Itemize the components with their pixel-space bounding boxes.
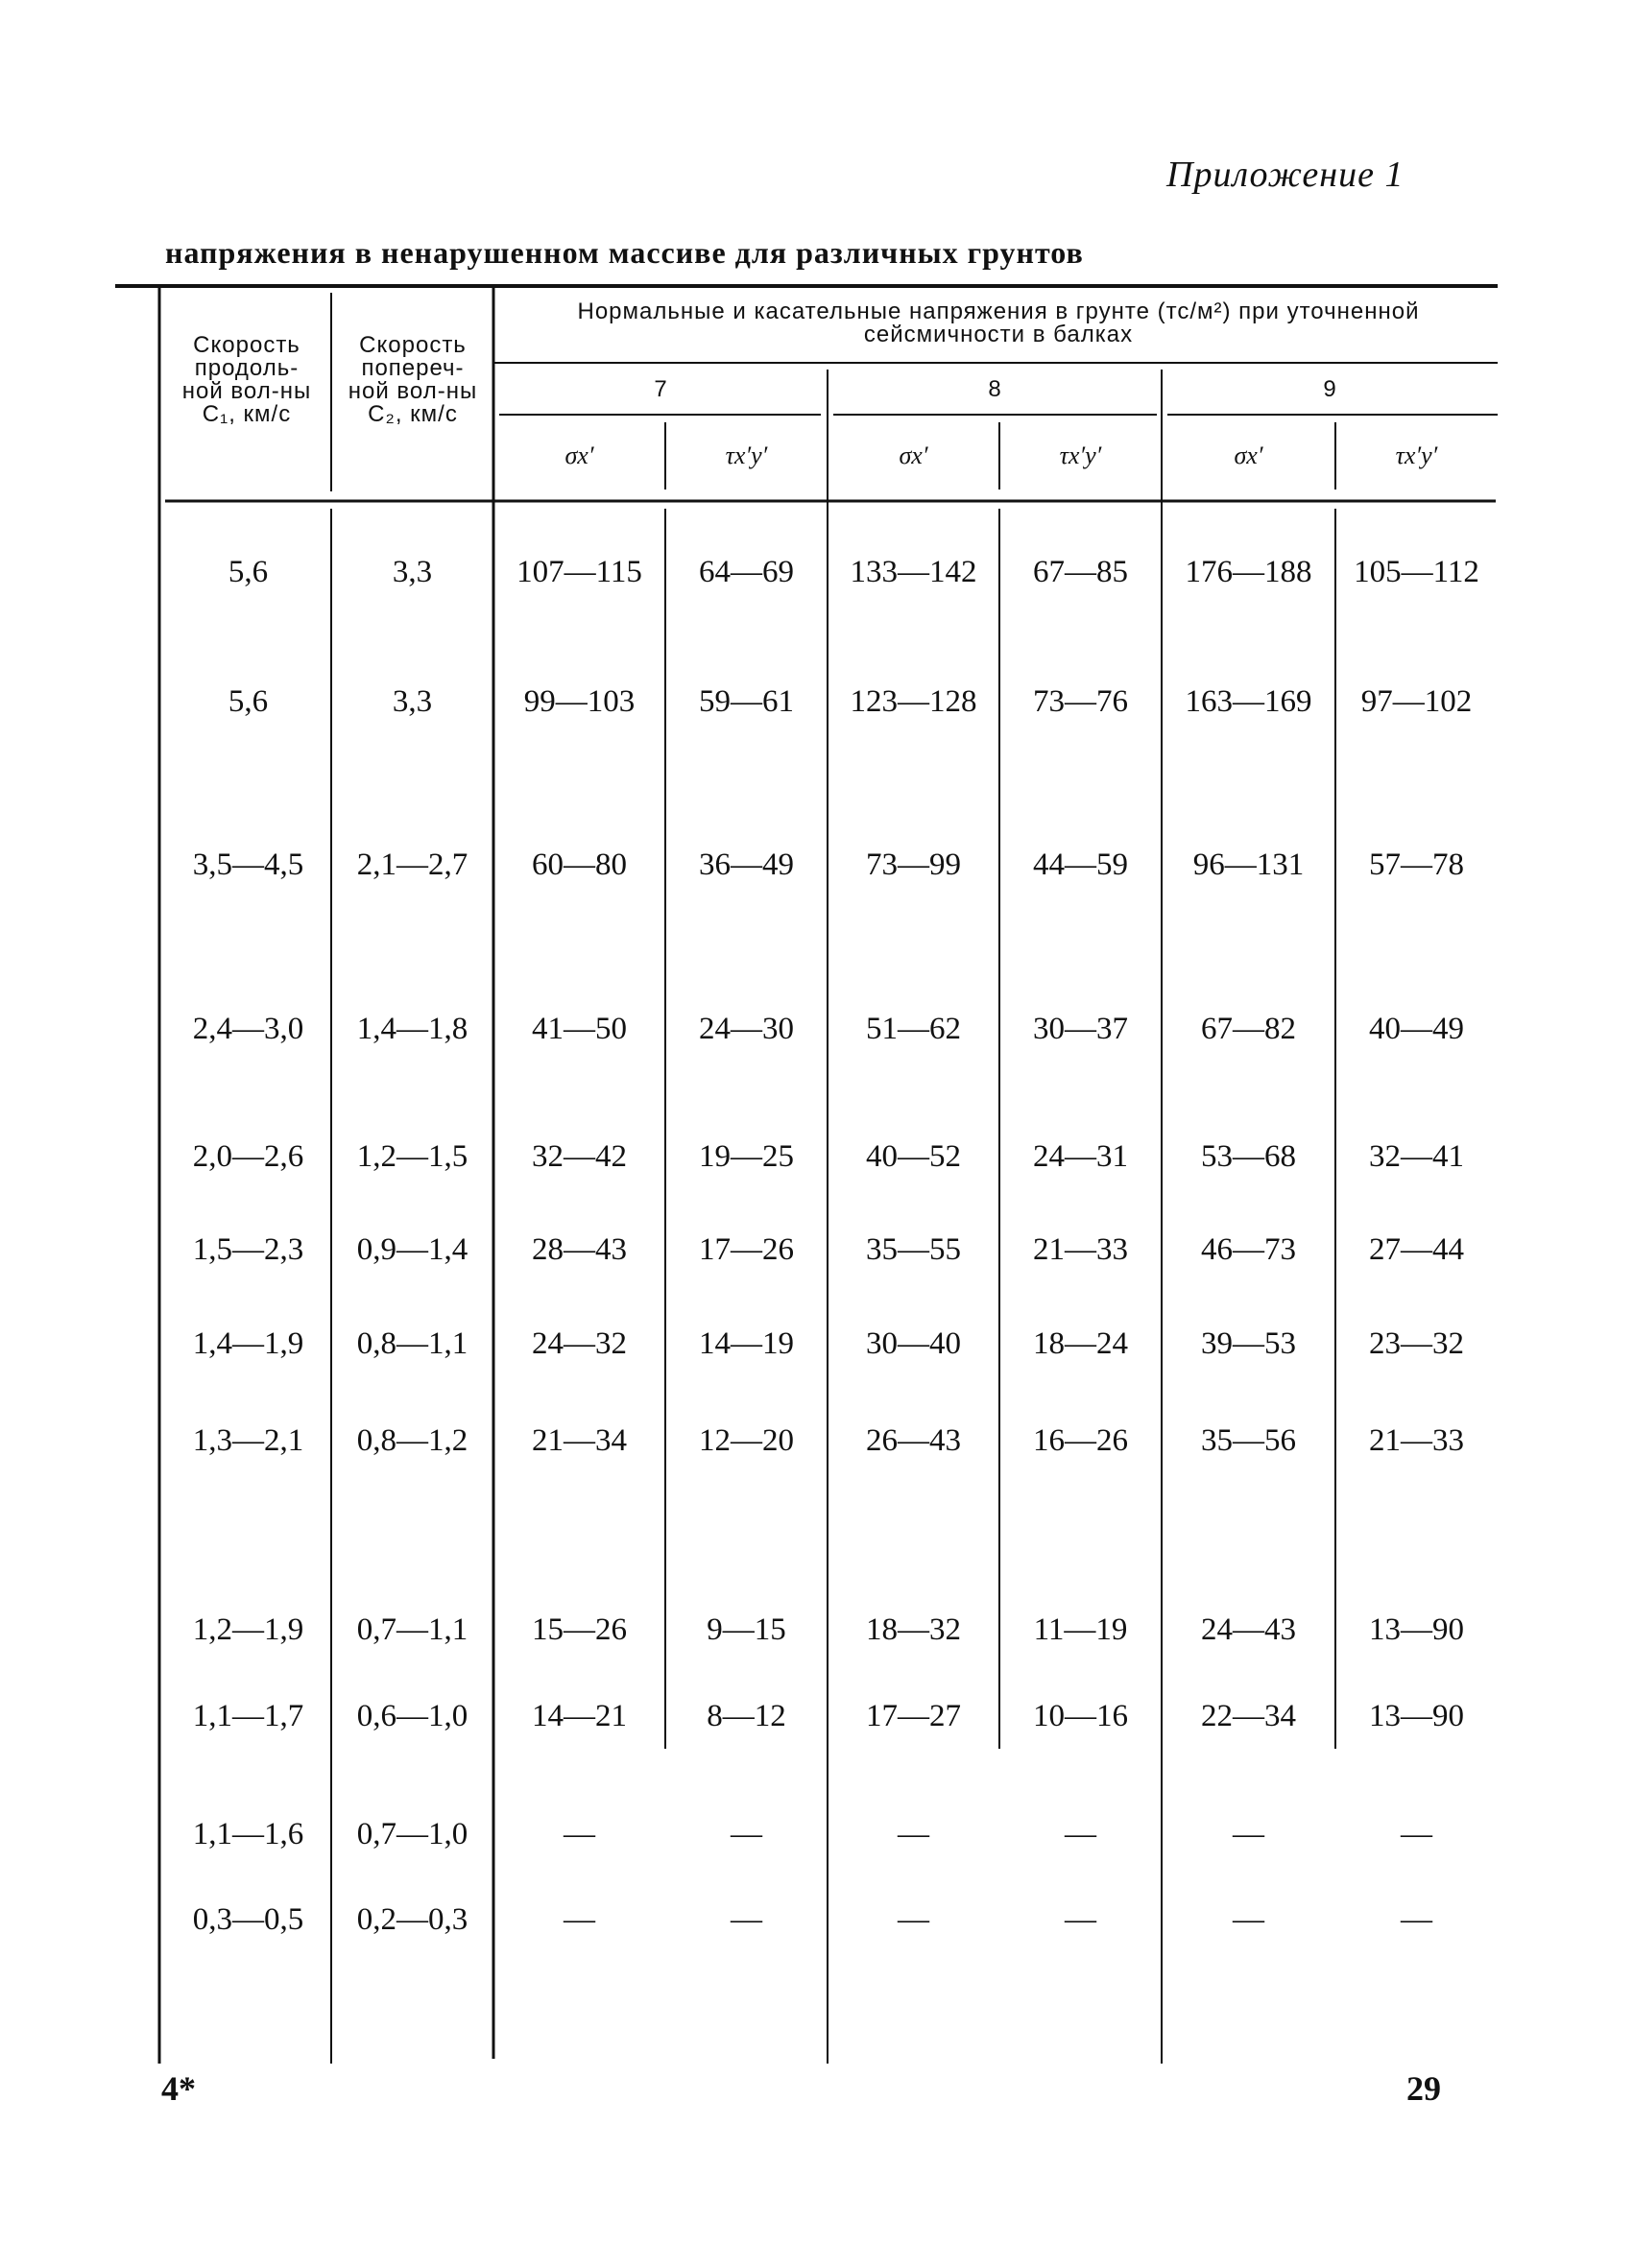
table-cell: 0,6—1,0 [356,1699,468,1733]
table-cell: 15—26 [532,1612,627,1647]
table-cell: 41—50 [532,1012,627,1046]
table-cell: — [1065,1817,1096,1851]
table-cell: 26—43 [866,1423,961,1458]
table-cell: 60—80 [532,848,627,882]
col1-header [165,334,328,426]
table-cell: 67—82 [1201,1012,1296,1046]
table-cell: 0,2—0,3 [356,1902,468,1937]
table-cell: 35—55 [866,1232,961,1267]
table-cell: — [731,1817,762,1851]
appendix-label: Приложение 1 [1166,155,1405,195]
table-cell: — [898,1817,929,1851]
table-cell: 2,4—3,0 [192,1012,304,1046]
col1-header-text: Скорость продоль-ной вол-ны C₁, км/с [181,332,312,427]
table-cell: 163—169 [1185,684,1312,719]
table-cell: 57—78 [1369,848,1464,882]
table-cell: 0,3—0,5 [192,1902,304,1937]
table-cell: 40—49 [1369,1012,1464,1046]
symbol-tau-7: τx′y′ [725,442,768,469]
table-cell: 53—68 [1201,1139,1296,1174]
table-cell: 176—188 [1185,555,1312,589]
table-cell: — [1065,1902,1096,1937]
table-cell: 1,2—1,9 [192,1612,304,1647]
table-cell: 13—90 [1369,1612,1464,1647]
table-cell: 32—42 [532,1139,627,1174]
table-cell: 39—53 [1201,1326,1296,1361]
table-cell: 1,2—1,5 [356,1139,468,1174]
table-cell: 22—34 [1201,1699,1296,1733]
symbol-sigma-7: σx′ [564,442,594,469]
symbol-tau-8: τx′y′ [1059,442,1102,469]
table-cell: — [1401,1817,1432,1851]
table-cell: 12—20 [699,1423,794,1458]
table-cell: 3,3 [392,555,433,589]
table-cell: 1,1—1,7 [192,1699,304,1733]
table-cell: 18—32 [866,1612,961,1647]
table-cell: 17—27 [866,1699,961,1733]
table-cell: 9—15 [707,1612,786,1647]
table-cell: 1,1—1,6 [192,1817,304,1851]
table-cell: 0,7—1,1 [356,1612,468,1647]
table-cell: — [1233,1902,1264,1937]
table-cell: 24—31 [1033,1139,1128,1174]
table-cell: 21—33 [1369,1423,1464,1458]
table-cell: 123—128 [850,684,977,719]
table-cell: 97—102 [1360,684,1473,719]
table-cell: 133—142 [850,555,977,589]
table-cell: 14—19 [699,1326,794,1361]
table-cell: 0,8—1,2 [356,1423,468,1458]
table-cell: 17—26 [699,1232,794,1267]
symbol-tau-9: τx′y′ [1395,442,1438,469]
table-cell: 24—32 [532,1326,627,1361]
table-cell: — [564,1817,595,1851]
table-cell: 107—115 [516,555,642,589]
table-cell: 44—59 [1033,848,1128,882]
table-cell: 105—112 [1354,555,1479,589]
table-cell: 1,4—1,9 [192,1326,304,1361]
table-cell: 0,8—1,1 [356,1326,468,1361]
table-cell: 28—43 [532,1232,627,1267]
symbol-sigma-9: σx′ [1234,442,1263,469]
table-cell: 14—21 [532,1699,627,1733]
table-cell: 5,6 [228,555,269,589]
table-cell: 3,3 [392,684,433,719]
page-title: напряжения в ненарушенном массиве для различных грунтов [165,235,1084,270]
table-cell: — [898,1902,929,1937]
level-8: 8 [988,376,1001,402]
table-cell: 24—43 [1201,1612,1296,1647]
table-cell: 21—33 [1033,1232,1128,1267]
table-cell: 3,5—4,5 [192,848,304,882]
table-cell: 36—49 [699,848,794,882]
table-cell: 19—25 [699,1139,794,1174]
col2-header [336,334,490,426]
table-cell: 67—85 [1033,555,1128,589]
table-cell: 96—131 [1192,848,1305,882]
table-cell: 40—52 [866,1139,961,1174]
table-cell: 73—99 [866,848,961,882]
symbol-sigma-8: σx′ [899,442,928,469]
table-cell: 23—32 [1369,1326,1464,1361]
table-cell: 8—12 [707,1699,786,1733]
table-cell: 0,7—1,0 [356,1817,468,1851]
table-cell: — [1401,1902,1432,1937]
table-cell: — [1233,1817,1264,1851]
group-header: Нормальные и касательные напряжения в грунте (тс/м²) при уточненной сейсмичности в балках [577,298,1420,347]
table-cell: 16—26 [1033,1423,1128,1458]
table-cell: 1,3—2,1 [192,1423,304,1458]
table-cell: 59—61 [699,684,794,719]
table-cell: 1,5—2,3 [192,1232,304,1267]
col2-header-text: Скорость попереч-ной вол-ны C₂, км/с [348,332,478,427]
table-cell: 64—69 [699,555,794,589]
table-cell: 1,4—1,8 [356,1012,468,1046]
table-cell: 10—16 [1033,1699,1128,1733]
table-cell: 18—24 [1033,1326,1128,1361]
table-cell: 46—73 [1201,1232,1296,1267]
table-cell: 13—90 [1369,1699,1464,1733]
level-7: 7 [654,376,667,402]
page-number: 29 [1406,2069,1441,2108]
table-cell: — [564,1902,595,1937]
table-cell: 99—103 [523,684,636,719]
table-cell: 27—44 [1369,1232,1464,1267]
level-9: 9 [1323,376,1336,402]
table-cell: 0,9—1,4 [356,1232,468,1267]
table-cell: — [731,1902,762,1937]
table-cell: 73—76 [1033,684,1128,719]
table-cell: 51—62 [866,1012,961,1046]
table-cell: 2,0—2,6 [192,1139,304,1174]
table-cell: 24—30 [699,1012,794,1046]
table-cell: 32—41 [1369,1139,1464,1174]
footer-mark: 4* [161,2069,196,2108]
table-cell: 30—37 [1033,1012,1128,1046]
table-cell: 35—56 [1201,1423,1296,1458]
table-cell: 2,1—2,7 [356,848,468,882]
table-cell: 21—34 [532,1423,627,1458]
table-cell: 11—19 [1033,1612,1128,1647]
table-cell: 5,6 [228,684,269,719]
table-cell: 30—40 [866,1326,961,1361]
